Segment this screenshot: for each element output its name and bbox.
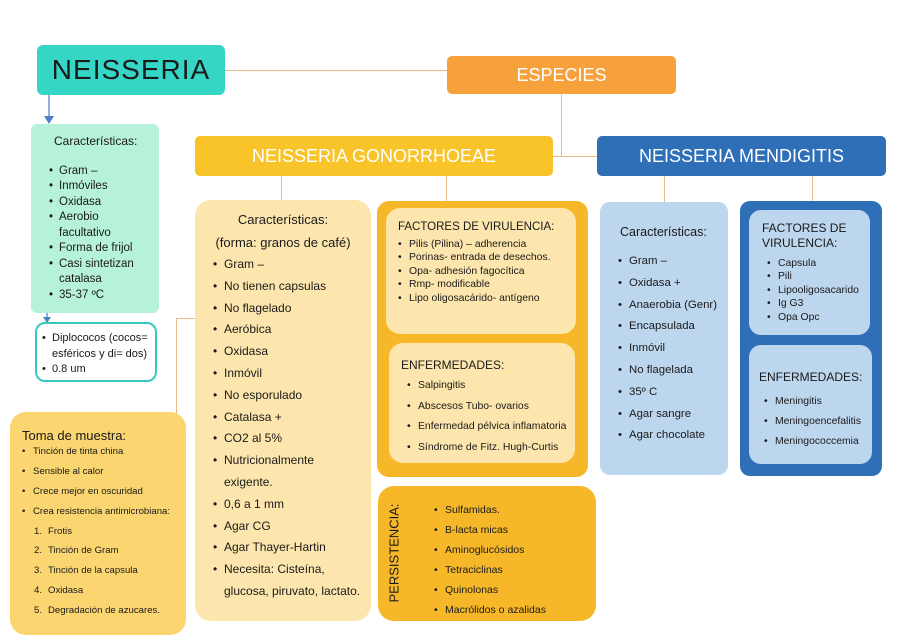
list-item: • Aerobio facultativo	[49, 210, 153, 241]
list-item: • Inmóvil	[213, 363, 365, 385]
list-item: • Quinolonas	[434, 581, 592, 601]
list-item: 1. Frotis	[34, 525, 72, 537]
meningitidis-diseases-heading: ENFERMEDADES:	[759, 370, 863, 384]
list-item: • CO2 al 5%	[213, 428, 365, 450]
muestra-heading: Toma de muestra:	[22, 428, 127, 443]
list-item: 5. Degradación de azucares.	[34, 605, 160, 617]
connector-gono-vir	[446, 176, 447, 201]
list-item: • Agar CG	[213, 516, 365, 538]
meningitidis-header: NEISSERIA MENDIGITIS	[597, 136, 886, 176]
gonorrhoeae-shape-note: (forma: granos de café)	[215, 235, 351, 250]
list-item: • Agar chocolate	[618, 425, 724, 447]
list-item: • Forma de frijol	[49, 241, 153, 257]
list-item: 3. Tinción de la capsula	[34, 565, 138, 577]
list-item: • Oxidasa +	[618, 273, 724, 295]
list-item: • Enfermedad pélvica inflamatoria	[407, 417, 571, 438]
general-characteristics-box	[31, 124, 159, 313]
list-item: • No flagelado	[213, 298, 365, 320]
list-item: • Catalasa +	[213, 407, 365, 429]
connector-species-bar	[553, 156, 597, 157]
list-item: • Lipooligosacarido	[767, 284, 866, 297]
gonorrhoeae-diseases-box	[389, 343, 575, 463]
connector-gono-char	[281, 176, 282, 200]
list-item: • Lipo oligosacárido- antígeno	[398, 292, 572, 305]
list-item: • Opa- adhesión fagocítica	[398, 265, 572, 278]
list-item: • No flagelada	[618, 360, 724, 382]
meningitidis-virulence-box	[749, 210, 870, 335]
list-item: • Oxidasa	[213, 341, 365, 363]
list-item: • No tienen capsulas	[213, 276, 365, 298]
persistencia-label: PERSISTENCIA:	[386, 503, 402, 603]
list-item: • Pilis (Pilina) – adherencia	[398, 238, 572, 251]
list-item: • Meningitis	[764, 392, 868, 412]
gonorrhoeae-virulence-heading: FACTORES DE VIRULENCIA:	[398, 221, 555, 233]
list-item: • Encapsulada	[618, 316, 724, 338]
list-item: • Inmóviles	[49, 179, 153, 195]
list-item: • Gram –	[49, 164, 153, 180]
list-item-continuation: glucosa, piruvato, lactato.	[224, 583, 361, 598]
list-item: • 35-37 ºC	[49, 288, 153, 304]
meningitidis-characteristics-heading: Características:	[620, 225, 707, 239]
list-item: • Sensible al calor	[22, 466, 180, 477]
persistencia-label-wrap	[378, 486, 410, 621]
list-item: • Salpingitis	[407, 376, 571, 397]
list-item: • 35º C	[618, 382, 724, 404]
especies-box: ESPECIES	[447, 56, 676, 94]
arrow-title-down-icon	[42, 95, 56, 125]
list-item: • Agar sangre	[618, 404, 724, 426]
list-item: • Anaerobia (Genr)	[618, 295, 724, 317]
list-item: • Meningococcemia	[764, 432, 868, 452]
general-characteristics-list	[49, 164, 153, 304]
connector-especies-down	[561, 94, 562, 156]
list-item: • Oxidasa	[49, 195, 153, 211]
list-item: • Gram –	[213, 254, 365, 276]
list-item: • Inmóvil	[618, 338, 724, 360]
list-item: • Nutricionalmente exigente.	[213, 450, 365, 494]
list-item: • Crece mejor en oscuridad	[22, 486, 180, 497]
list-item: • Necesita: Cisteína,	[213, 559, 365, 581]
list-item: • Gram –	[618, 251, 724, 273]
list-item: • Sulfamidas.	[434, 501, 592, 521]
gonorrhoeae-header: NEISSERIA GONORRHOEAE	[195, 136, 553, 176]
meningitidis-diseases-box	[749, 345, 872, 464]
page-title: NEISSERIA	[37, 45, 225, 95]
list-item: • 0.8 um	[42, 362, 151, 378]
gonorrhoeae-diseases-heading: ENFERMEDADES:	[401, 358, 505, 372]
list-item: • Aminoglucósidos	[434, 541, 592, 561]
list-item: • Pili	[767, 270, 866, 283]
diplococos-box	[35, 322, 157, 382]
connector-muestra-h	[176, 318, 195, 319]
persistencia-box	[378, 486, 596, 621]
list-item: • B-lacta micas	[434, 521, 592, 541]
list-item: • Aeróbica	[213, 319, 365, 341]
list-item: 2. Tinción de Gram	[34, 545, 119, 557]
general-characteristics-heading: Características:	[54, 134, 138, 148]
list-item: • Macrólidos o azalidas	[434, 601, 592, 621]
connector-meni-vir	[812, 176, 813, 201]
connector-title-especies	[225, 70, 447, 71]
list-item: • Capsula	[767, 257, 866, 270]
list-item: 4. Oxidasa	[34, 585, 84, 597]
connector-muestra-v	[176, 318, 177, 418]
list-item: • Ig G3	[767, 297, 866, 310]
list-item: • Agar Thayer-Hartin	[213, 537, 365, 559]
connector-meni-char	[664, 176, 665, 202]
list-item: • Porinas- entrada de desechos.	[398, 251, 572, 264]
muestra-box	[10, 412, 186, 635]
list-item: • Casi sintetizan catalasa	[49, 257, 153, 288]
meningitidis-virulence-heading: FACTORES DE VIRULENCIA:	[762, 221, 847, 250]
list-item: • Síndrome de Fitz. Hugh-Curtis	[407, 438, 571, 459]
list-item: • Opa Opc	[767, 311, 866, 324]
gonorrhoeae-virulence-box	[386, 208, 576, 334]
gonorrhoeae-characteristics-heading: Características:	[237, 212, 329, 227]
list-item: • Meningoencefalitis	[764, 412, 868, 432]
list-item: • Tetraciclinas	[434, 561, 592, 581]
list-item: • Tinción de tinta china	[22, 446, 180, 457]
list-item: • 0,6 a 1 mm	[213, 494, 365, 516]
muestra-steps	[22, 526, 180, 617]
list-item: • No esporulado	[213, 385, 365, 407]
list-item: • Crea resistencia antimicrobiana:	[22, 506, 180, 517]
list-item: • Diplococos (cocos= esféricos y di= dos)	[42, 331, 151, 362]
gonorrhoeae-characteristics-box	[195, 200, 371, 621]
list-item: • Rmp- modificable	[398, 278, 572, 291]
list-item: • Abscesos Tubo- ovarios	[407, 397, 571, 418]
meningitidis-characteristics-box	[600, 202, 728, 475]
